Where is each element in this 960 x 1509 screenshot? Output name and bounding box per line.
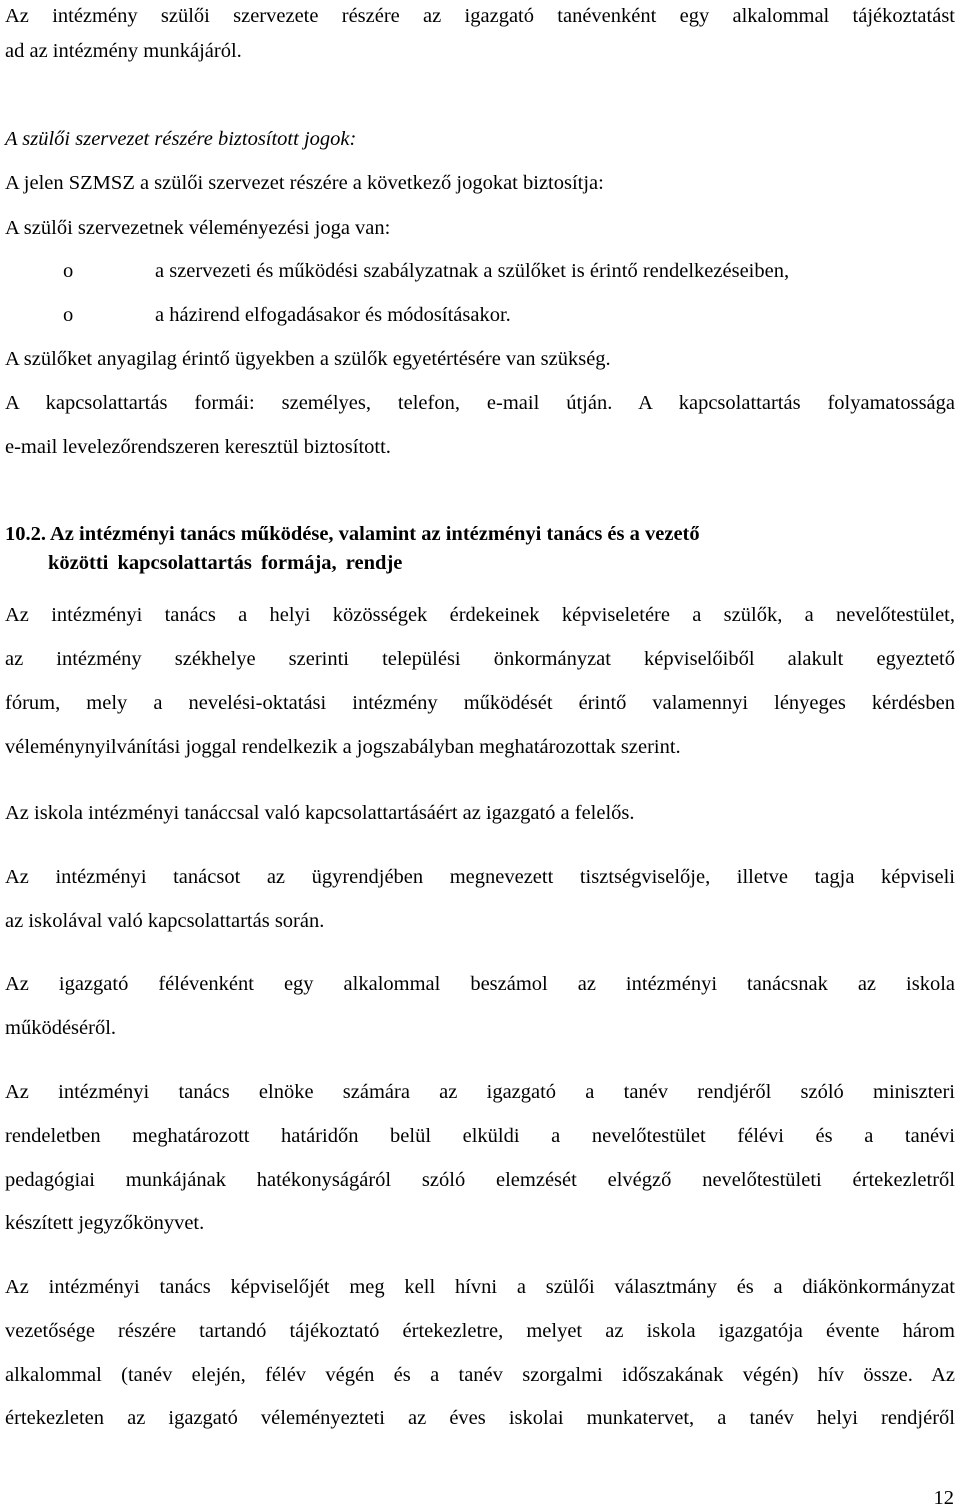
section-heading-line-1 [5, 522, 700, 546]
p1-line: véleménynyilvánítási joggal rendelkezik a jogszabályban meghatározottak szerint. [5, 736, 681, 758]
p5-line: rendeletben meghatározott határidőn belül elküldi a nevelőtestület félévi és a tanévi [5, 1125, 955, 1147]
p2-line: Az iskola intézményi tanáccsal való kapcsolattartásáért az igazgató a felelős. [5, 802, 635, 824]
p6-line: alkalommal (tanév elején, félév végén és a tanév szorgalmi időszakának végén) hív össze. Az [5, 1364, 955, 1386]
p5-line: Az intézményi tanács elnöke számára az igazgató a tanév rendjéről szóló miniszteri [5, 1081, 955, 1103]
page-number: 12 [933, 1487, 954, 1509]
rights-line-1: A jelen SZMSZ a szülői szervezet részére a következő jogokat biztosítja: [5, 172, 604, 194]
p5-line: készített jegyzőkönyvet. [5, 1212, 205, 1234]
bullet-marker: o [63, 260, 74, 282]
p1-line: fórum, mely a nevelési-oktatási intézmény működését érintő valamennyi lényeges kérdésben [5, 692, 955, 714]
p1-line: az intézmény székhelye szerinti települési önkormányzat képviselőiből alakult egyeztető [5, 648, 955, 670]
rights-line-4a: A kapcsolattartás formái: személyes, telefon, e-mail útján. A kapcsolattartás folyamatossága [5, 392, 955, 414]
intro-line-1: Az intézmény szülői szervezete részére az igazgató tanévenként egy alkalommal tájékoztatást [5, 5, 955, 27]
bullet-marker: o [63, 304, 74, 326]
p6-line: Az intézményi tanács képviselőjét meg kell hívni a szülői választmány és a diákönkormányzat [5, 1276, 955, 1298]
p4-line: működéséről. [5, 1017, 117, 1039]
section-title-2: közötti kapcsolattartás formája, rendje [48, 552, 403, 574]
rights-line-4b: e-mail levelezőrendszeren keresztül biztosított. [5, 436, 391, 458]
section-number: 10.2. [5, 523, 46, 545]
intro-line-2: ad az intézmény munkájáról. [5, 40, 242, 62]
rights-line-3: A szülőket anyagilag érintő ügyekben a szülők egyetértésére van szükség. [5, 348, 611, 370]
p3-line: az iskolával való kapcsolattartás során. [5, 910, 325, 932]
p6-line: értekezleten az igazgató véleményezteti az éves iskolai munkatervet, a tanév helyi rendjéről [5, 1407, 955, 1429]
p1-line: Az intézményi tanács a helyi közösségek érdekeinek képviseletére a szülők, a nevelőtestület, [5, 604, 955, 626]
p3-line: Az intézményi tanácsot az ügyrendjében megnevezett tisztségviselője, illetve tagja képviseli [5, 866, 955, 888]
p5-line: pedagógiai munkájának hatékonyságáról szóló elemzését elvégző nevelőtestületi értekezletről [5, 1169, 955, 1191]
bullet-item: a szervezeti és működési szabályzatnak a szülőket is érintő rendelkezéseiben, [155, 260, 790, 282]
section-title-1: Az intézményi tanács működése, valamint az intézményi tanács és a vezető [50, 523, 700, 545]
p4-line: Az igazgató félévenként egy alkalommal beszámol az intézményi tanácsnak az iskola [5, 973, 955, 995]
bullet-item: a házirend elfogadásakor és módosításakor. [155, 304, 511, 326]
rights-heading: A szülői szervezet részére biztosított jogok: [5, 128, 357, 150]
p6-line: vezetősége részére tartandó tájékoztató értekezletre, melyet az iskola igazgatója évente három [5, 1320, 955, 1342]
rights-line-2: A szülői szervezetnek véleményezési joga van: [5, 217, 391, 239]
